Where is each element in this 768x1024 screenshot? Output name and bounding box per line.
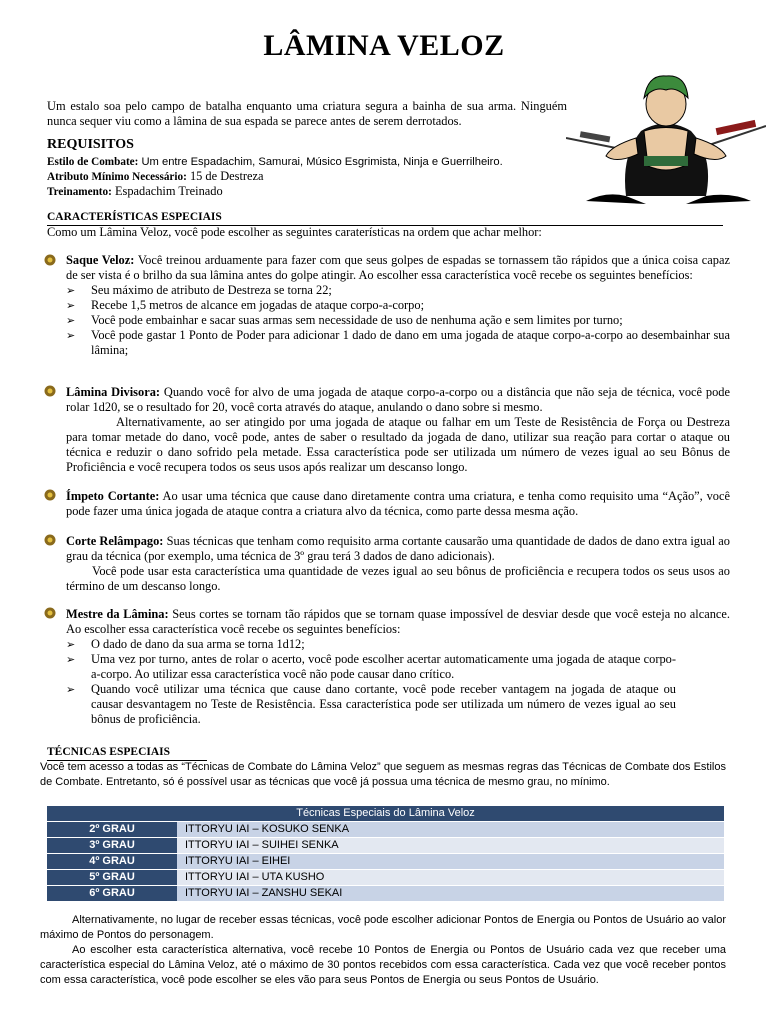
list-item: ➢ Você pode gastar 1 Ponto de Poder para adicionar 1 dado de dano em uma jogada de ataque corpo-a-corpo ao desembainhar sua lâmina; [66, 328, 730, 358]
gear-bullet-icon [43, 488, 57, 502]
gear-bullet-icon [43, 606, 57, 620]
tecnicas-table [47, 806, 724, 901]
saque-label: Saque Veloz: [66, 253, 135, 267]
saque-text: Você treinou arduamente para fazer com que seus golpes de espadas se tornassem tão rápidos que a única coisa capaz de ser vista é o brilho da sua lâmina antes do golpe atingir. Ao escolher essa característica você recebe os seguintes benefícios: [66, 253, 730, 282]
list-item: ➢ Uma vez por turno, antes de rolar o acerto, você pode escolher acertar automaticamente uma jogada de ataque corpo-a-corpo. Ao utilizar essa característica você não pode causar dano crítico. [66, 652, 676, 682]
mestre-label: Mestre da Lâmina: [66, 607, 169, 621]
mestre-text: Seus cortes se tornam tão rápidos que se tornam quase impossível de desviar desde que você esteja no alcance. Ao escolher essa característica você recebe os seguintes benefícios: [66, 607, 731, 636]
grau-cell: 3º GRAU [47, 838, 177, 854]
req-estilo-value: Um entre Espadachim, Samurai, Músico Esgrimista, Ninja e Guerrilheiro. [141, 156, 503, 168]
req-atributo-label: Atributo Mínimo Necessário: [47, 171, 187, 183]
req-treinamento [47, 184, 567, 200]
table-row [47, 822, 724, 838]
req-treinamento-label: Treinamento: [47, 186, 112, 198]
grau-cell: 2º GRAU [47, 822, 177, 838]
req-atributo [47, 169, 567, 185]
requisitos-heading: REQUISITOS [47, 137, 134, 152]
tecnicas-heading: TÉCNICAS ESPECIAIS [47, 745, 207, 761]
feature-impeto-cortante [66, 489, 730, 519]
tecnica-cell: ITTORYU IAI – EIHEI [177, 854, 724, 870]
req-atributo-value: 15 de Destreza [189, 169, 264, 183]
table-row [47, 886, 724, 902]
swordsman-illustration [566, 46, 766, 206]
req-treinamento-value: Espadachim Treinado [114, 184, 223, 198]
table-row [47, 870, 724, 886]
list-item: ➢ Seu máximo de atributo de Destreza se torna 22; [66, 283, 730, 298]
corte-text2: Você pode usar esta característica uma quantidade de vezes igual ao seu bônus de proficiência e recupera todos os seus usos ao término de um descanso longo. [66, 564, 730, 593]
grau-cell: 4º GRAU [47, 854, 177, 870]
caracteristicas-heading: CARACTERÍSTICAS ESPECIAIS [47, 210, 723, 226]
impeto-text: Ao usar uma técnica que cause dano diretamente contra uma criatura, e tenha como requisito uma “Ação”, você pode fazer uma única jogada de ataque contra a criatura alvo da técnica, como parte dessa mesma ação. [66, 489, 731, 518]
req-estilo [47, 154, 567, 170]
list-item: ➢ Você pode embainhar e sacar suas armas sem necessidade de uso de nenhuma ação e sem limites por turno; [66, 313, 730, 328]
tecnica-cell: ITTORYU IAI – SUIHEI SENKA [177, 838, 724, 854]
alternativa-text-2: Ao escolher esta característica alternativa, você recebe 10 Pontos de Energia ou Pontos de Usuário cada vez que receber uma característica especial do Lâmina Veloz, até o máximo de 30 pontos recebidos com essa característica. Cada vez que você receber pontos com essa característica, você pode escolher se eles vão para seus Pontos de Energia ou seus Pontos de Usuário. [40, 944, 726, 986]
gear-bullet-icon [43, 253, 57, 267]
tecnicas-text: Você tem acesso a todas as “Técnicas de Combate do Lâmina Veloz” que seguem as mesmas regras das Técnicas de Combate dos Estilos de Combate. Entretanto, só é possível usar as técnicas que você já possua uma técnica de mesmo grau, no mínimo. [40, 761, 726, 788]
feature-saque-veloz [66, 253, 730, 358]
corte-label: Corte Relâmpago: [66, 534, 164, 548]
gear-bullet-icon [43, 533, 57, 547]
divisora-text2: Alternativamente, ao ser atingido por uma jogada de ataque ou falhar em um Teste de Resistência de Força ou Destreza para tomar metade do dano, você pode, antes de saber o resultado da jogada de dano, utilizar sua reação para cortar o ataque ou técnica e reduzir o dano sofrido pela metade. Essa característica pode ser utilizada um número de vezes igual ao seu Bônus de Proficiência e você recupera todos os seus usos após realizar um descanso longo. [66, 415, 730, 474]
table-row [47, 854, 724, 870]
tecnica-cell: ITTORYU IAI – ZANSHU SEKAI [177, 886, 724, 902]
tecnica-cell: ITTORYU IAI – KOSUKO SENKA [177, 822, 724, 838]
list-item: ➢ Quando você utilizar uma técnica que cause dano cortante, você pode receber vantagem na jogada de ataque ou causar desvantagem no Teste de Resistência. Essa característica pode ser utilizada um número de vezes igual ao seu bônus de proficiência. [66, 682, 676, 727]
divisora-label: Lâmina Divisora: [66, 385, 161, 399]
feature-lamina-divisora [66, 385, 730, 475]
list-item: ➢ Recebe 1,5 metros de alcance em jogadas de ataque corpo-a-corpo; [66, 298, 730, 313]
divisora-text: Quando você for alvo de uma jogada de ataque corpo-a-corpo ou a distância que não seja de técnica, você pode rolar 1d20, se o resultado for 20, você corta através do ataque, anulando o dano sobre si mesmo. [66, 385, 730, 414]
intro-text: Um estalo soa pelo campo de batalha enquanto uma criatura segura a bainha de sua arma. Ninguém nunca sequer viu como a lâmina de sua espada se parece antes de serem derrotados. [47, 99, 567, 128]
table-title: Técnicas Especiais do Lâmina Veloz [47, 806, 724, 822]
grau-cell: 6º GRAU [47, 886, 177, 902]
tecnica-cell: ITTORYU IAI – UTA KUSHO [177, 870, 724, 886]
grau-cell: 5º GRAU [47, 870, 177, 886]
feature-corte-relampago [66, 534, 730, 594]
page-title: LÂMINA VELOZ [263, 29, 505, 62]
impeto-label: Ímpeto Cortante: [66, 489, 160, 503]
gear-bullet-icon [43, 384, 57, 398]
table-row [47, 838, 724, 854]
req-estilo-label: Estilo de Combate: [47, 156, 139, 168]
alternativa-text-1: Alternativamente, no lugar de receber essas técnicas, você pode escolher adicionar Pontos de Energia ou Pontos de Usuário ao valor máximo de Pontos do personagem. [40, 914, 726, 941]
saque-benefits-list [66, 283, 730, 358]
corte-text: Suas técnicas que tenham como requisito arma cortante causarão uma quantidade de dados de dano extra igual ao grau da técnica (por exemplo, uma técnica de 3º grau terá 3 dados de dano adicionais). [66, 534, 730, 563]
list-item: ➢ O dado de dano da sua arma se torna 1d12; [66, 637, 676, 652]
mestre-benefits-list [66, 637, 676, 727]
caracteristicas-intro: Como um Lâmina Veloz, você pode escolher as seguintes caraterísticas na ordem que achar melhor: [47, 225, 542, 239]
feature-mestre-da-lamina [66, 607, 730, 727]
